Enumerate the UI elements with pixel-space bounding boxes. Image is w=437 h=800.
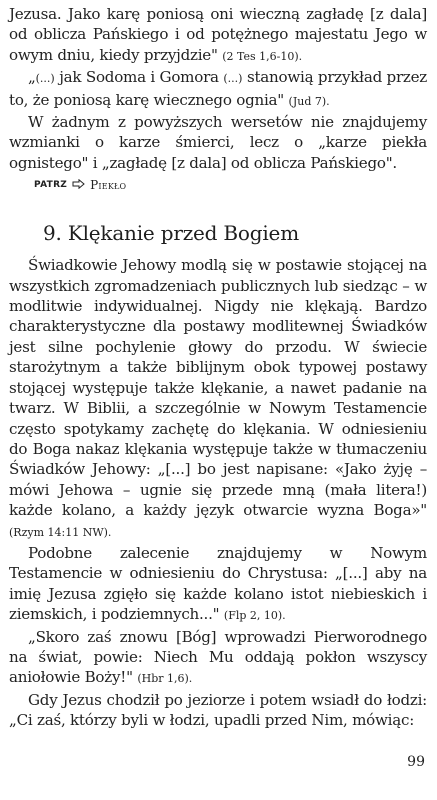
citation-jud: (Jud 7).: [288, 94, 330, 108]
summary-paragraph: W żadnym z powyższych wersetów nie znajdujemy wzmianki o karze śmierci, lecz o „karze piekła ognistego" i „zagładę [z dala] od oblicza Pańskiego".: [9, 113, 427, 172]
citation-rzym: (Rzym 14:11 NW).: [9, 525, 112, 539]
top-paragraph: [9, 4, 427, 67]
section-paragraph-2-text: Podobne zalecenie znajdujemy w Nowym Testamencie w odniesieniu do Chrystusa: „[...] aby na imię Jezusa zgięło się każde kolano istot niebieskich i ziemskich, i podziemnych...": [9, 543, 427, 624]
section-paragraph-2: [9, 543, 427, 627]
section-heading: 9. Klękanie przed Bogiem: [43, 221, 299, 246]
see-also-reference: [34, 178, 427, 192]
top-paragraph-text: Jezusa. Jako karę poniosą oni wieczną zagładę [z dala] od oblicza Pańskiego i od potężnego majestatu Jego w owym dniu, kiedy przyjdzie": [9, 5, 427, 64]
see-also-target: Piekło: [90, 178, 127, 193]
citation-2tes: (2 Tes 1,6-10).: [222, 49, 303, 63]
jude-ellipsis-1: (...): [35, 72, 55, 86]
jude-quote-open: „: [28, 68, 36, 87]
section-paragraph-1: [9, 255, 427, 543]
citation-flp: (Flp 2, 10).: [223, 609, 286, 623]
jude-quote-paragraph: [9, 67, 427, 112]
jude-quote-mid: jak Sodoma i Gomora: [54, 68, 224, 87]
jude-ellipsis-2: (...): [223, 72, 243, 86]
jude-quote-end: stanowią przykład przez to, że poniosą karę wiecznego ognia": [9, 68, 428, 109]
section-paragraph-3: [9, 627, 427, 690]
page-number: 99: [407, 754, 425, 770]
section-paragraph-1-text: Świadkowie Jehowy modlą się w postawie stojącej na wszystkich zgromadzeniach publicznych lub siedząc – w modlitwie indywidualnej. Nigdy nie klękają. Bardzo charakterystyczne dla postawy modlitewnej Świadków jest silne pochylenie głowy do przodu. W świecie starożytnym a także biblijnym obok typowej postawy stojącej występuje także klękanie, a nawet padanie na twarz. W Biblii, a szczególnie w Nowym Testamencie często spotykamy zachętę do klękania. W odniesieniu do Boga nakaz klękania występuje także w tłumaczeniu Świadków Jehowy: „[...] bo jest napisane: «Jako żyję – mówi Jehowa – ugnie się przede mną (mała litera!) każde kolano, a każdy język otwarcie wyzna Boga»": [9, 256, 427, 520]
pointing-hand-icon: [72, 179, 85, 192]
section-paragraph-4: Gdy Jezus chodził po jeziorze i potem wsiadł do łodzi: „Ci zaś, którzy byli w łodzi, upadli przed Nim, mówiąc:: [9, 690, 427, 730]
section-paragraph-3-text: „Skoro zaś znowu [Bóg] wprowadzi Pierworodnego na świat, powie: Niech Mu oddają pokłon wszyscy aniołowie Boży!": [9, 627, 427, 687]
see-also-label: PATRZ: [34, 180, 68, 191]
citation-hbr: (Hbr 1,6).: [137, 672, 193, 686]
